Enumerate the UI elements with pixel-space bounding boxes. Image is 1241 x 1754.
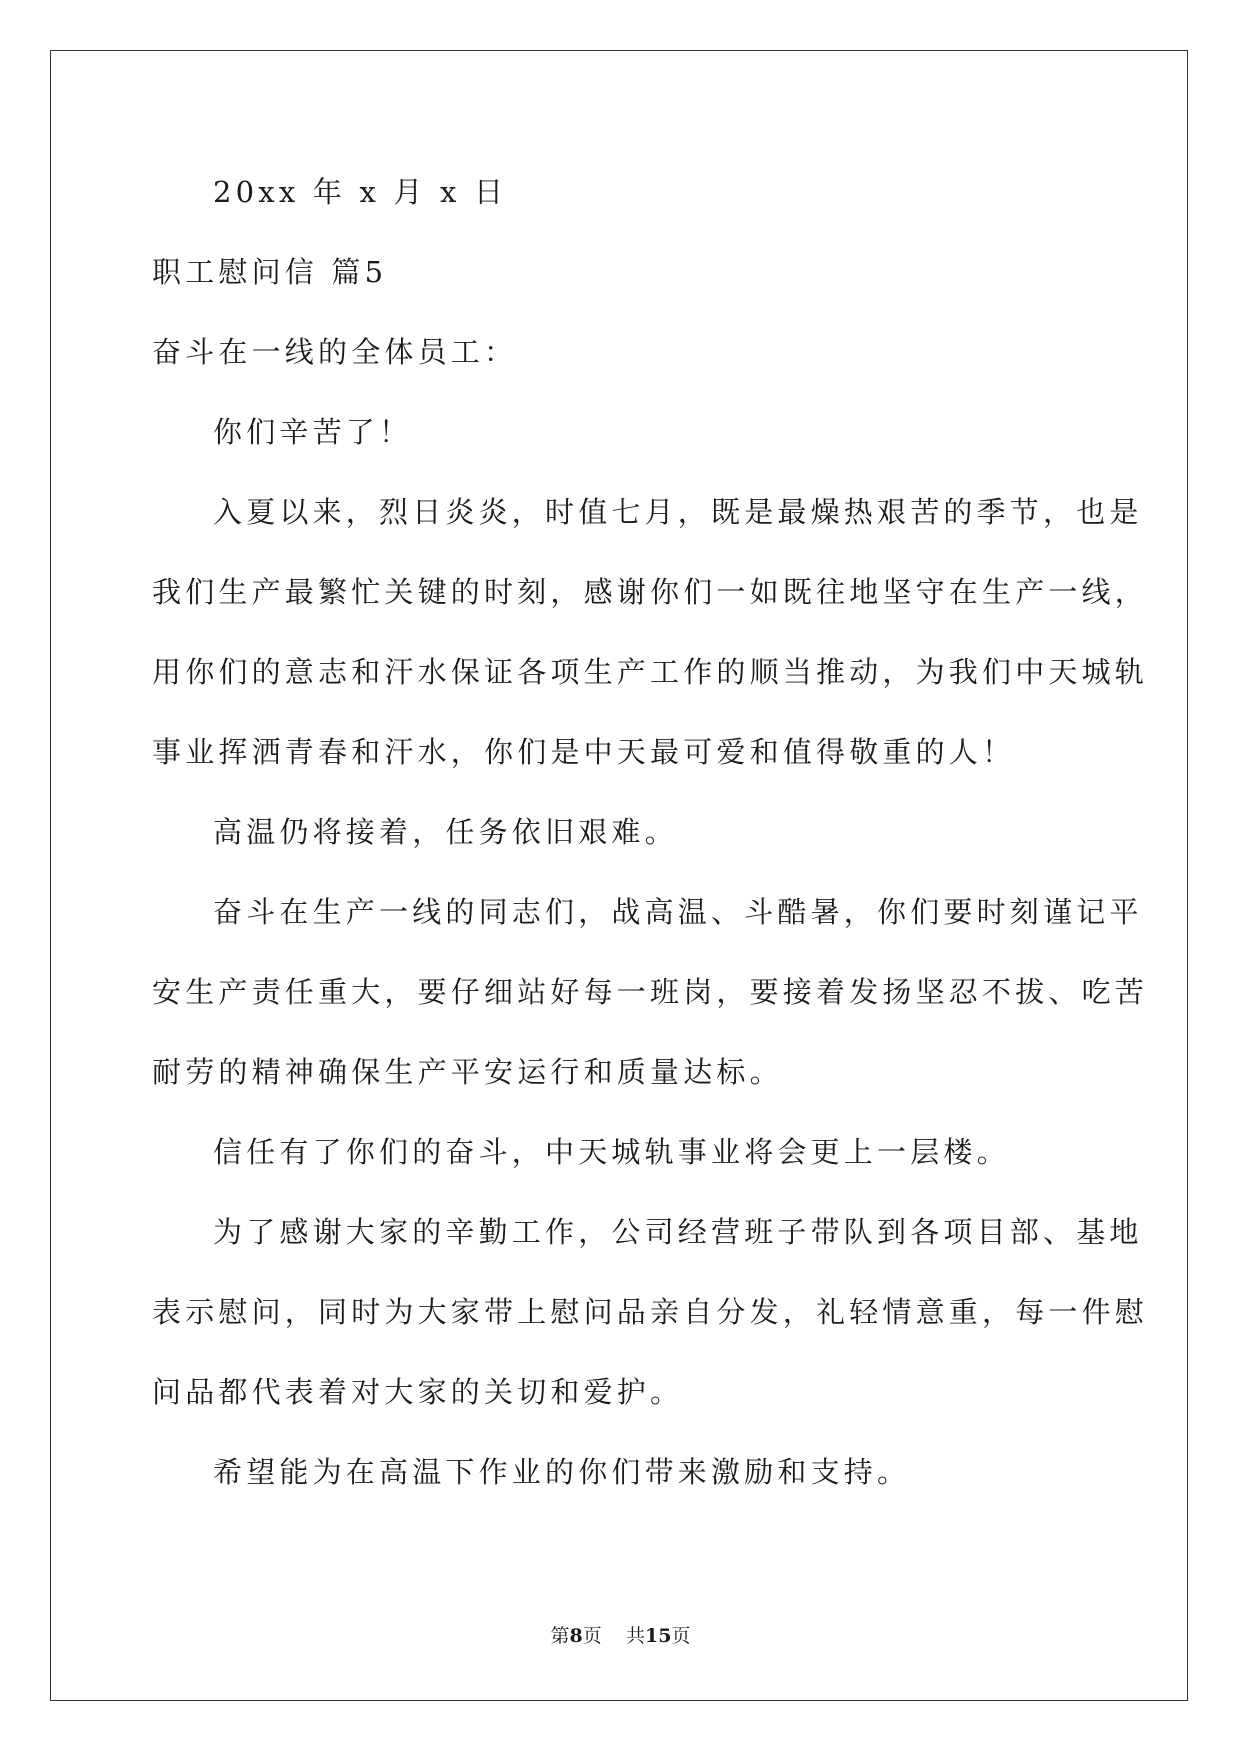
page-number: 8 bbox=[569, 1625, 583, 1647]
page-prefix: 第 bbox=[550, 1625, 570, 1647]
section-title: 职工慰问信 篇5 bbox=[152, 255, 388, 289]
paragraph-3-line-3: 耐劳的精神确保生产平安运行和质量达标。 bbox=[152, 1055, 783, 1089]
paragraph-3-line-1: 奋斗在生产一线的同志们，战高温、斗酷暑，你们要时刻谨记平 bbox=[213, 895, 1143, 929]
paragraph-1-line-4: 事业挥洒青春和汗水，你们是中天最可爱和值得敬重的人！ bbox=[152, 735, 1016, 769]
paragraph-1-line-2: 我们生产最繁忙关键的时刻，感谢你们一如既往地坚守在生产一线， bbox=[152, 575, 1149, 609]
total-prefix: 共 bbox=[625, 1625, 645, 1647]
salutation: 奋斗在一线的全体员工： bbox=[152, 335, 518, 369]
paragraph-4: 信任有了你们的奋斗，中天城轨事业将会更上一层楼。 bbox=[213, 1135, 1010, 1169]
paragraph-1-line-1: 入夏以来，烈日炎炎，时值七月，既是最燥热艰苦的季节，也是 bbox=[213, 495, 1143, 529]
paragraph-5-line-2: 表示慰问，同时为大家带上慰问品亲自分发，礼轻情意重，每一件慰 bbox=[152, 1295, 1149, 1329]
total-suffix: 页 bbox=[671, 1625, 691, 1647]
date-line: 20xx 年 x 月 x 日 bbox=[213, 175, 508, 209]
greeting: 你们辛苦了！ bbox=[213, 415, 413, 449]
paragraph-5-line-1: 为了感谢大家的辛勤工作，公司经营班子带队到各项目部、基地 bbox=[213, 1215, 1143, 1249]
page-footer bbox=[0, 1624, 1241, 1648]
paragraph-6: 希望能为在高温下作业的你们带来激励和支持。 bbox=[213, 1455, 911, 1489]
paragraph-1-line-3: 用你们的意志和汗水保证各项生产工作的顺当推动，为我们中天城轨 bbox=[152, 655, 1149, 689]
paragraph-3-line-2: 安生产责任重大，要仔细站好每一班岗，要接着发扬坚忍不拔、吃苦 bbox=[152, 975, 1149, 1009]
paragraph-2: 高温仍将接着，任务依旧艰难。 bbox=[213, 815, 678, 849]
paragraph-5-line-3: 问品都代表着对大家的关切和爱护。 bbox=[152, 1375, 684, 1409]
page-suffix: 页 bbox=[582, 1625, 602, 1647]
total-pages: 15 bbox=[644, 1625, 672, 1647]
